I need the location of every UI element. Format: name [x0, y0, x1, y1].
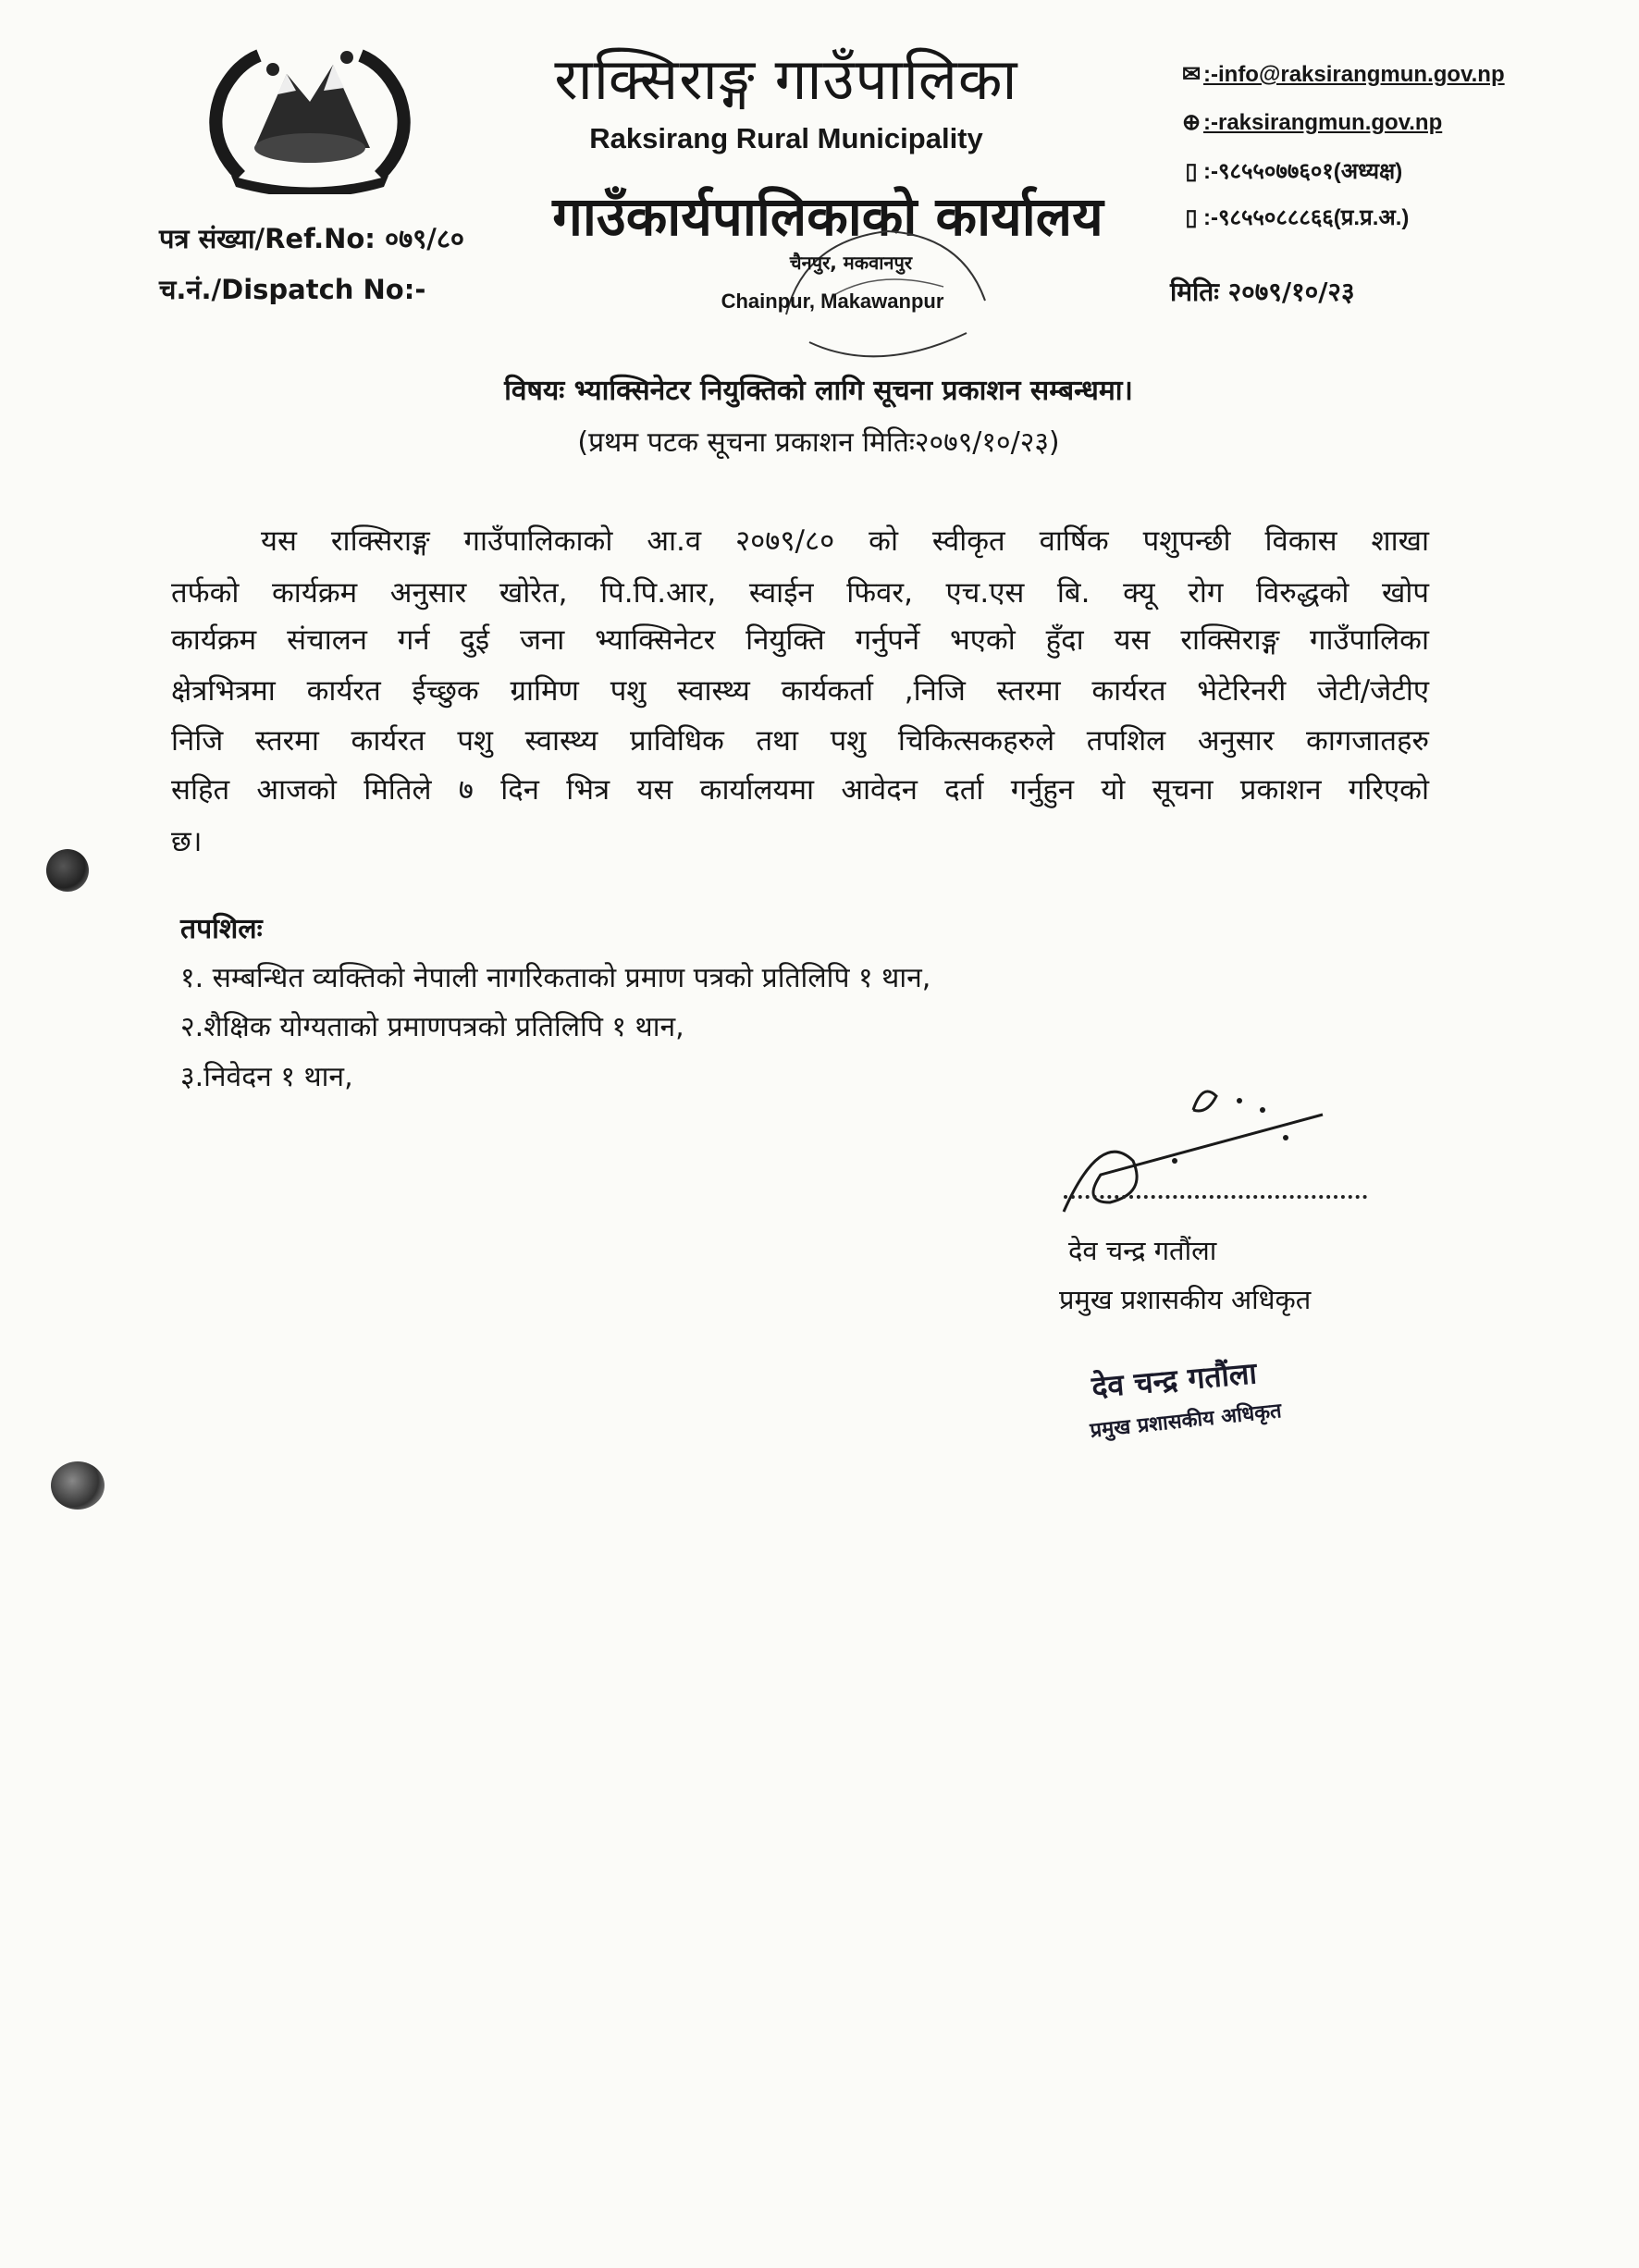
- body-line: तर्फको कार्यक्रम अनुसार खोरेत, पि.पि.आर, स्वाईन फिवर, एच.एस बि. क्यू रोग विरुद्धको खोप: [171, 576, 1429, 610]
- contact-phone-cao: ▯ :-९८५५०८८८६६(प्र.प्र.अ.): [1179, 202, 1409, 232]
- signatory-title: प्रमुख प्रशासकीय अधिकृत: [1059, 1284, 1312, 1315]
- title-stamp: प्रमुख प्रशासकीय अधिकृत: [1089, 1399, 1283, 1443]
- body-line: निजि स्तरमा कार्यरत पशु स्वास्थ्य प्राविधिक तथा पशु चिकित्सकहरुले तपशिल अनुसार कागजातहरु: [171, 724, 1429, 758]
- subject-subline: (प्रथम पटक सूचना प्रकाशन मितिः२०७९/१०/२३): [577, 426, 1060, 459]
- list-item: १. सम्बन्धित व्यक्तिको नेपाली नागरिकताको प्रमाण पत्रको प्रतिलिपि १ थान,: [180, 962, 931, 994]
- phone-icon: ▯: [1185, 159, 1198, 184]
- body-line: कार्यक्रम संचालन गर्न दुई जना भ्याक्सिनेटर नियुक्ति गर्नुपर्ने भएको हुँदा यस राक्सिराङ्ग गाउँपालिका: [171, 623, 1429, 657]
- contact-email: ✉ :-info@raksirangmun.gov.np: [1179, 61, 1505, 88]
- contact-phone-chair: ▯ :-९८५५०७७६०१(अध्यक्ष): [1179, 155, 1402, 186]
- contact-website: ⊕ :-raksirangmun.gov.np: [1179, 109, 1442, 136]
- subject-line: विषयः भ्याक्सिनेटर नियुक्तिको लागि सूचना प्रकाशन सम्बन्धमा।: [504, 375, 1133, 407]
- punch-hole: [51, 1461, 105, 1510]
- body-line: यस राक्सिराङ्ग गाउँपालिकाको आ.व २०७९/८० को स्वीकृत वार्षिक पशुपन्छी विकास शाखा: [261, 524, 1429, 558]
- body-line: छ।: [171, 825, 203, 858]
- phone-icon: ▯: [1185, 205, 1198, 230]
- letter-date: मितिः २०७९/१०/२३: [1170, 277, 1355, 307]
- location-en: Chainpur, Makawanpur: [721, 290, 944, 313]
- email-icon: ✉: [1181, 62, 1202, 87]
- signature-icon: [1045, 1073, 1378, 1221]
- name-stamp: देव चन्द्र गतौंला: [1090, 1355, 1259, 1405]
- signature-line: [1064, 1195, 1367, 1199]
- details-heading: तपशिलः: [180, 913, 263, 945]
- municipality-name-en: Raksirang Rural Municipality: [589, 122, 983, 154]
- globe-icon: ⊕: [1181, 110, 1202, 135]
- signatory-name: देव चन्द्र गतौंला: [1068, 1235, 1217, 1266]
- location-np: चैनपुर, मकवानपुर: [789, 252, 913, 274]
- body-line: सहित आजको मितिले ७ दिन भित्र यस कार्यालयमा आवेदन दर्ता गर्नुहुन यो सूचना प्रकाशन गरिएको: [171, 773, 1429, 807]
- municipality-name-np: राक्सिराङ्ग गाउँपालिका: [554, 45, 1018, 113]
- punch-hole: [46, 849, 89, 892]
- office-name: गाउँकार्यपालिकाको कार्यालय: [552, 185, 1103, 248]
- body-line: क्षेत्रभित्रमा कार्यरत ईच्छुक ग्रामिण पशु स्वास्थ्य कार्यकर्ता ,निजि स्तरमा कार्यरत भेटेरिनरी जेटी/जेटीए: [171, 674, 1429, 708]
- ref-number: पत्र संख्या/Ref.No: ०७९/८०: [159, 223, 464, 254]
- dispatch-number: च.नं./Dispatch No:-: [159, 274, 426, 305]
- list-item: २.शैक्षिक योग्यताको प्रमाणपत्रको प्रतिलिपि १ थान,: [180, 1011, 684, 1043]
- list-item: ३.निवेदन १ थान,: [180, 1061, 353, 1093]
- nepal-emblem-icon: [185, 37, 435, 194]
